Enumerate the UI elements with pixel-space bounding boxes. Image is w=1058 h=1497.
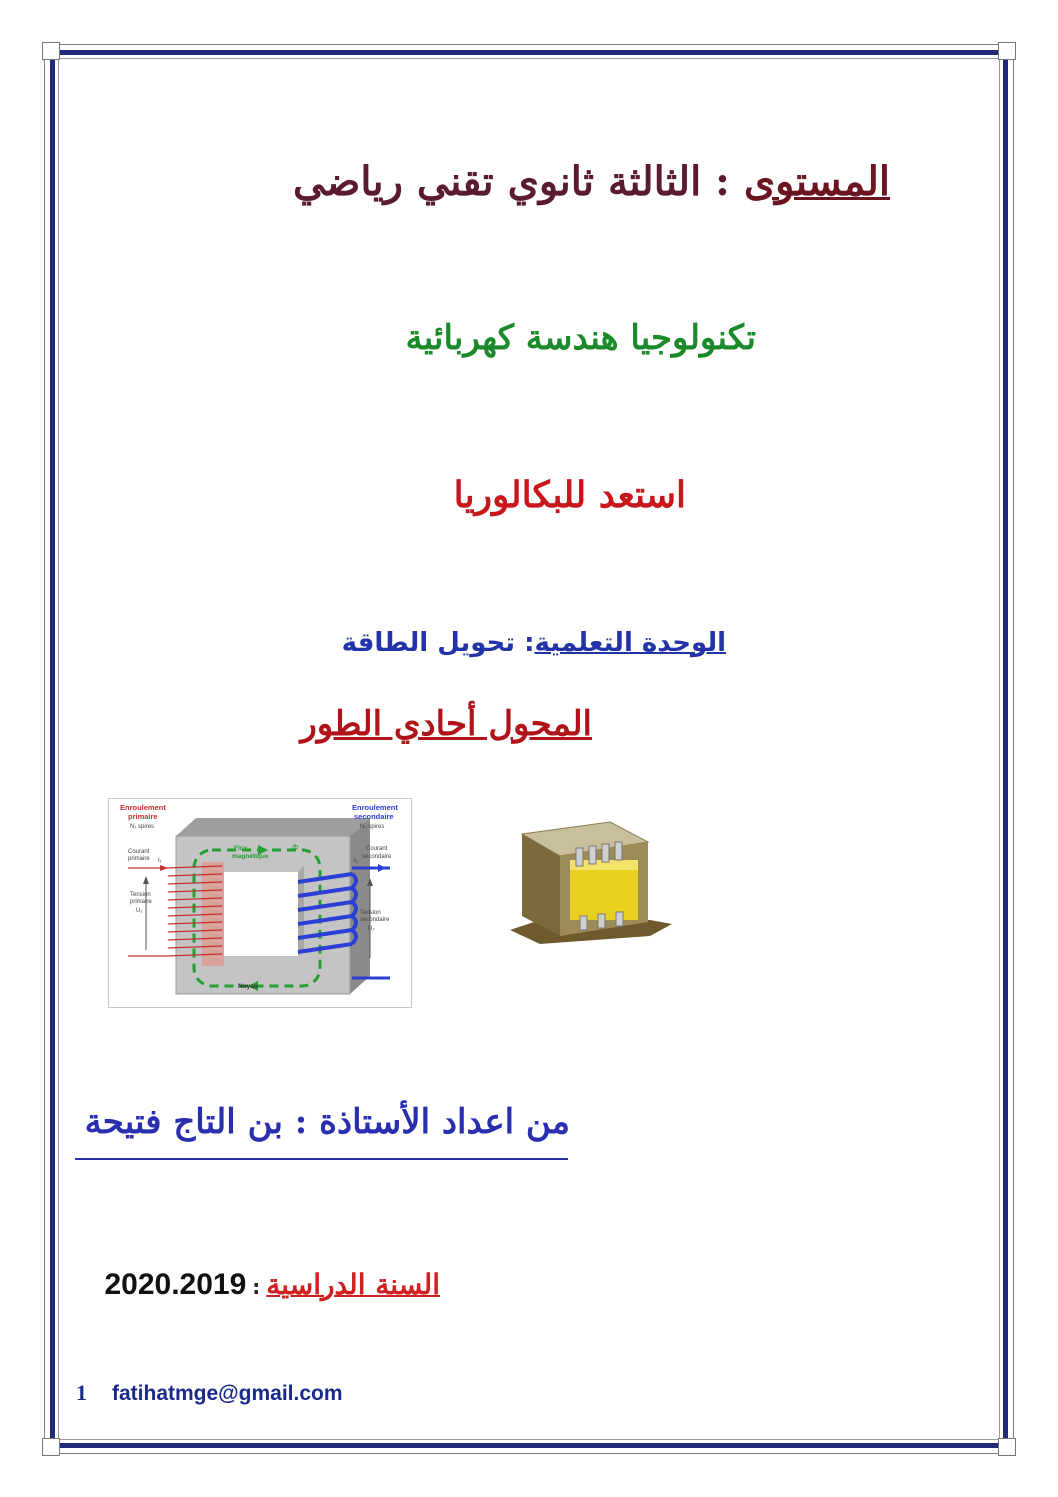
current-primary-label: Courant (128, 849, 150, 855)
author-separator: : (282, 1102, 320, 1142)
phi-label: Φ (292, 843, 299, 852)
transformer-diagram (108, 798, 412, 1008)
primary-winding-label2: primaire (128, 812, 158, 821)
n2-label: N₂ spires (360, 824, 385, 830)
i1-label: I₁ (158, 858, 162, 864)
i2-label: I₂ (354, 858, 358, 864)
author-name: بن التاج فتيحة (84, 1102, 283, 1142)
tension-secondary-label2: secondaire (360, 917, 390, 923)
unit-label: الوحدة التعلمية (534, 628, 726, 658)
transformer-photo (500, 812, 680, 952)
lesson-title: المحول أحادي الطور (300, 704, 592, 744)
core-side-face (350, 818, 370, 994)
school-year-value: 2020.2019 (104, 1268, 247, 1301)
secondary-winding-label2: secondaire (354, 812, 394, 821)
page-number: 1 (76, 1380, 87, 1405)
core-top-face (176, 818, 370, 836)
level-value: الثالثة ثانوي تقني رياضي (293, 158, 702, 205)
school-year-separator: : (252, 1275, 261, 1299)
border-corner-top-left (42, 42, 60, 60)
flux-label2: magnétique (232, 853, 269, 860)
core-window (220, 872, 298, 956)
current-secondary-label: Courant (366, 846, 388, 852)
level-line (160, 158, 890, 205)
school-year-line (70, 1268, 440, 1302)
author-label: من اعداد الأستاذة (319, 1102, 570, 1142)
unit-value: تحويل الطاقة (341, 628, 516, 658)
current-primary-label2: primaire (128, 856, 150, 862)
flux-label: Flux (234, 845, 248, 852)
tension-primary-label2: primaire (130, 899, 152, 905)
email-link[interactable]: fatihatmge@gmail.com (112, 1382, 343, 1405)
level-label: المستوى (743, 158, 890, 205)
author-underline (75, 1158, 568, 1160)
level-separator: : (701, 158, 744, 205)
bac-prep-title: استعد للبكالوريا (453, 474, 686, 516)
border-corner-top-right (998, 42, 1016, 60)
u1-label: U₁ (136, 908, 143, 914)
tension-primary-label: Tension (130, 892, 151, 898)
secondary-winding-label: Enroulement (352, 803, 398, 812)
unit-separator: : (515, 628, 535, 658)
u2-label: U₂ (368, 926, 375, 932)
primary-winding-label: Enroulement (120, 803, 166, 812)
author-line (70, 1102, 570, 1142)
core-label: Noyau (238, 983, 258, 990)
border-corner-bottom-right (998, 1438, 1016, 1456)
page-border-inner (58, 58, 1000, 1440)
tension-secondary-label: Tension (360, 910, 381, 916)
school-year-label: السنة الدراسية (266, 1268, 440, 1301)
n1-label: N₁ spires (130, 824, 155, 830)
unit-line (300, 628, 726, 658)
border-corner-bottom-left (42, 1438, 60, 1456)
subject-title: تكنولوجيا هندسة كهربائية (405, 318, 756, 358)
current-secondary-label2: secondaire (362, 854, 392, 860)
